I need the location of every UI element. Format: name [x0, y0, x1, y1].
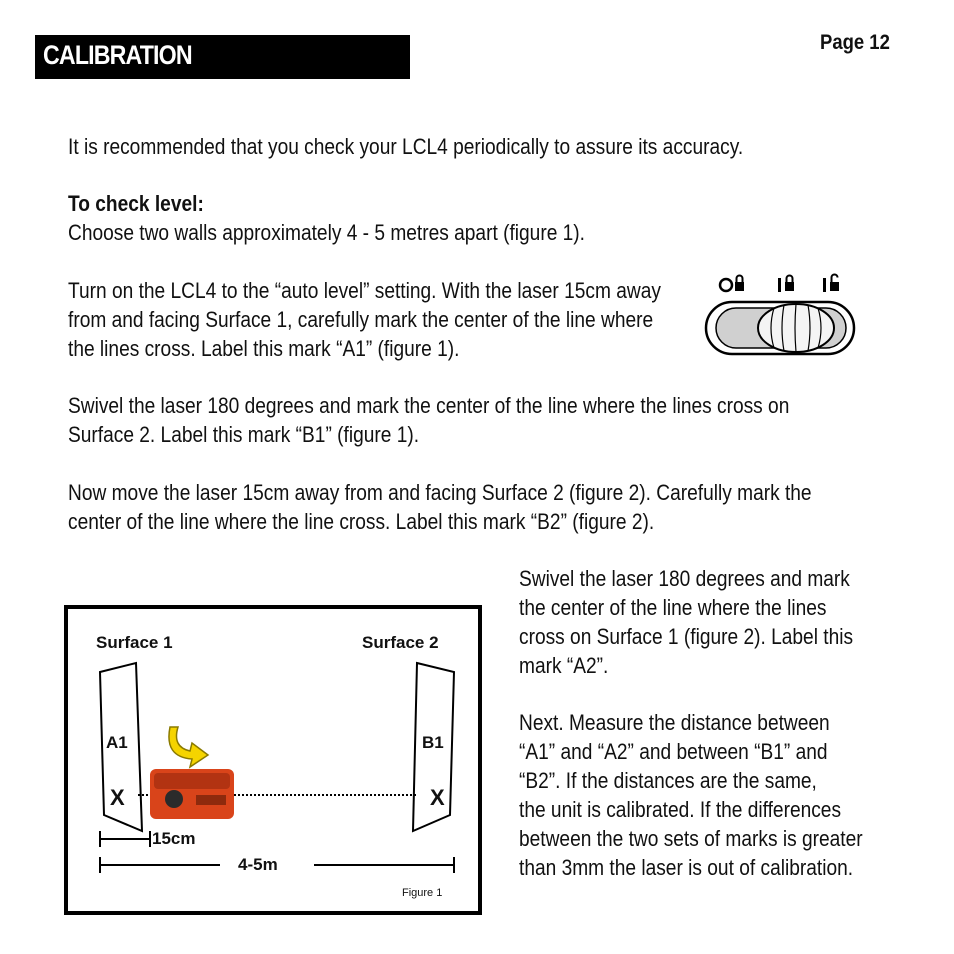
figure-caption: Figure 1 [402, 887, 443, 899]
step-2 [68, 276, 661, 363]
step-2-line: the lines cross. Label this mark “A1” (figure 1). [68, 336, 460, 361]
step-2-line: Turn on the LCL4 to the “auto level” setting. With the laser 15cm away [68, 278, 661, 303]
level-unlocked-icon [823, 275, 839, 293]
step-4 [68, 478, 812, 536]
rotate-arrow-icon [169, 727, 208, 767]
step-3 [68, 391, 789, 449]
step-5-line: cross on Surface 1 (figure 2). Label this [519, 624, 854, 649]
section-title-bar [35, 35, 410, 79]
step-3-line: Surface 2. Label this mark “B1” (figure 1). [68, 422, 420, 447]
step-6-line: Next. Measure the distance between [519, 710, 830, 735]
step-3-line: Swivel the laser 180 degrees and mark the center of the line where the lines cross on [68, 393, 790, 418]
mode-switch-illustration [704, 270, 856, 360]
check-level-heading: To check level: [68, 191, 204, 216]
step-5-line: mark “A2”. [519, 653, 609, 678]
check-level-section [68, 189, 585, 247]
step-2-line: from and facing Surface 1, carefully mark the center of the line where [68, 307, 654, 332]
mark-a1-label: A1 [106, 733, 128, 752]
step-5 [519, 564, 853, 680]
step-6 [519, 708, 863, 882]
dim-4-5m-label: 4-5m [238, 855, 278, 874]
mark-b1-label: B1 [422, 733, 444, 752]
intro-paragraph [68, 132, 743, 161]
laser-unit-icon [150, 769, 234, 819]
surface-2-label: Surface 2 [362, 633, 439, 652]
step-5-line: the center of the line where the lines [519, 595, 827, 620]
step-6-line: “A1” and “A2” and between “B1” and [519, 739, 828, 764]
intro-text: It is recommended that you check your LCL4 periodically to assure its accuracy. [68, 134, 744, 159]
surface-1-label: Surface 1 [96, 633, 173, 652]
level-locked-icon [778, 276, 794, 293]
mode-switch-graphic [704, 270, 856, 360]
figure-1 [64, 605, 482, 915]
page-number: Page 12 [820, 31, 890, 54]
step-6-line: between the two sets of marks is greater [519, 826, 863, 851]
section-title: CALIBRATION [43, 40, 192, 70]
mark-x-right: X [430, 785, 445, 810]
step-1: Choose two walls approximately 4 - 5 metres apart (figure 1). [68, 220, 585, 245]
step-6-line: “B2”. If the distances are the same, [519, 768, 817, 793]
off-lock-icon [720, 276, 744, 292]
step-6-line: the unit is calibrated. If the differences [519, 797, 842, 822]
step-5-line: Swivel the laser 180 degrees and mark [519, 566, 850, 591]
step-4-line: Now move the laser 15cm away from and facing Surface 2 (figure 2). Carefully mark the [68, 480, 812, 505]
dim-15cm-label: 15cm [152, 829, 196, 848]
step-6-line: than 3mm the laser is out of calibration. [519, 855, 854, 880]
step-4-line: center of the line where the line cross. Label this mark “B2” (figure 2). [68, 509, 655, 534]
mark-x-left: X [110, 785, 125, 810]
